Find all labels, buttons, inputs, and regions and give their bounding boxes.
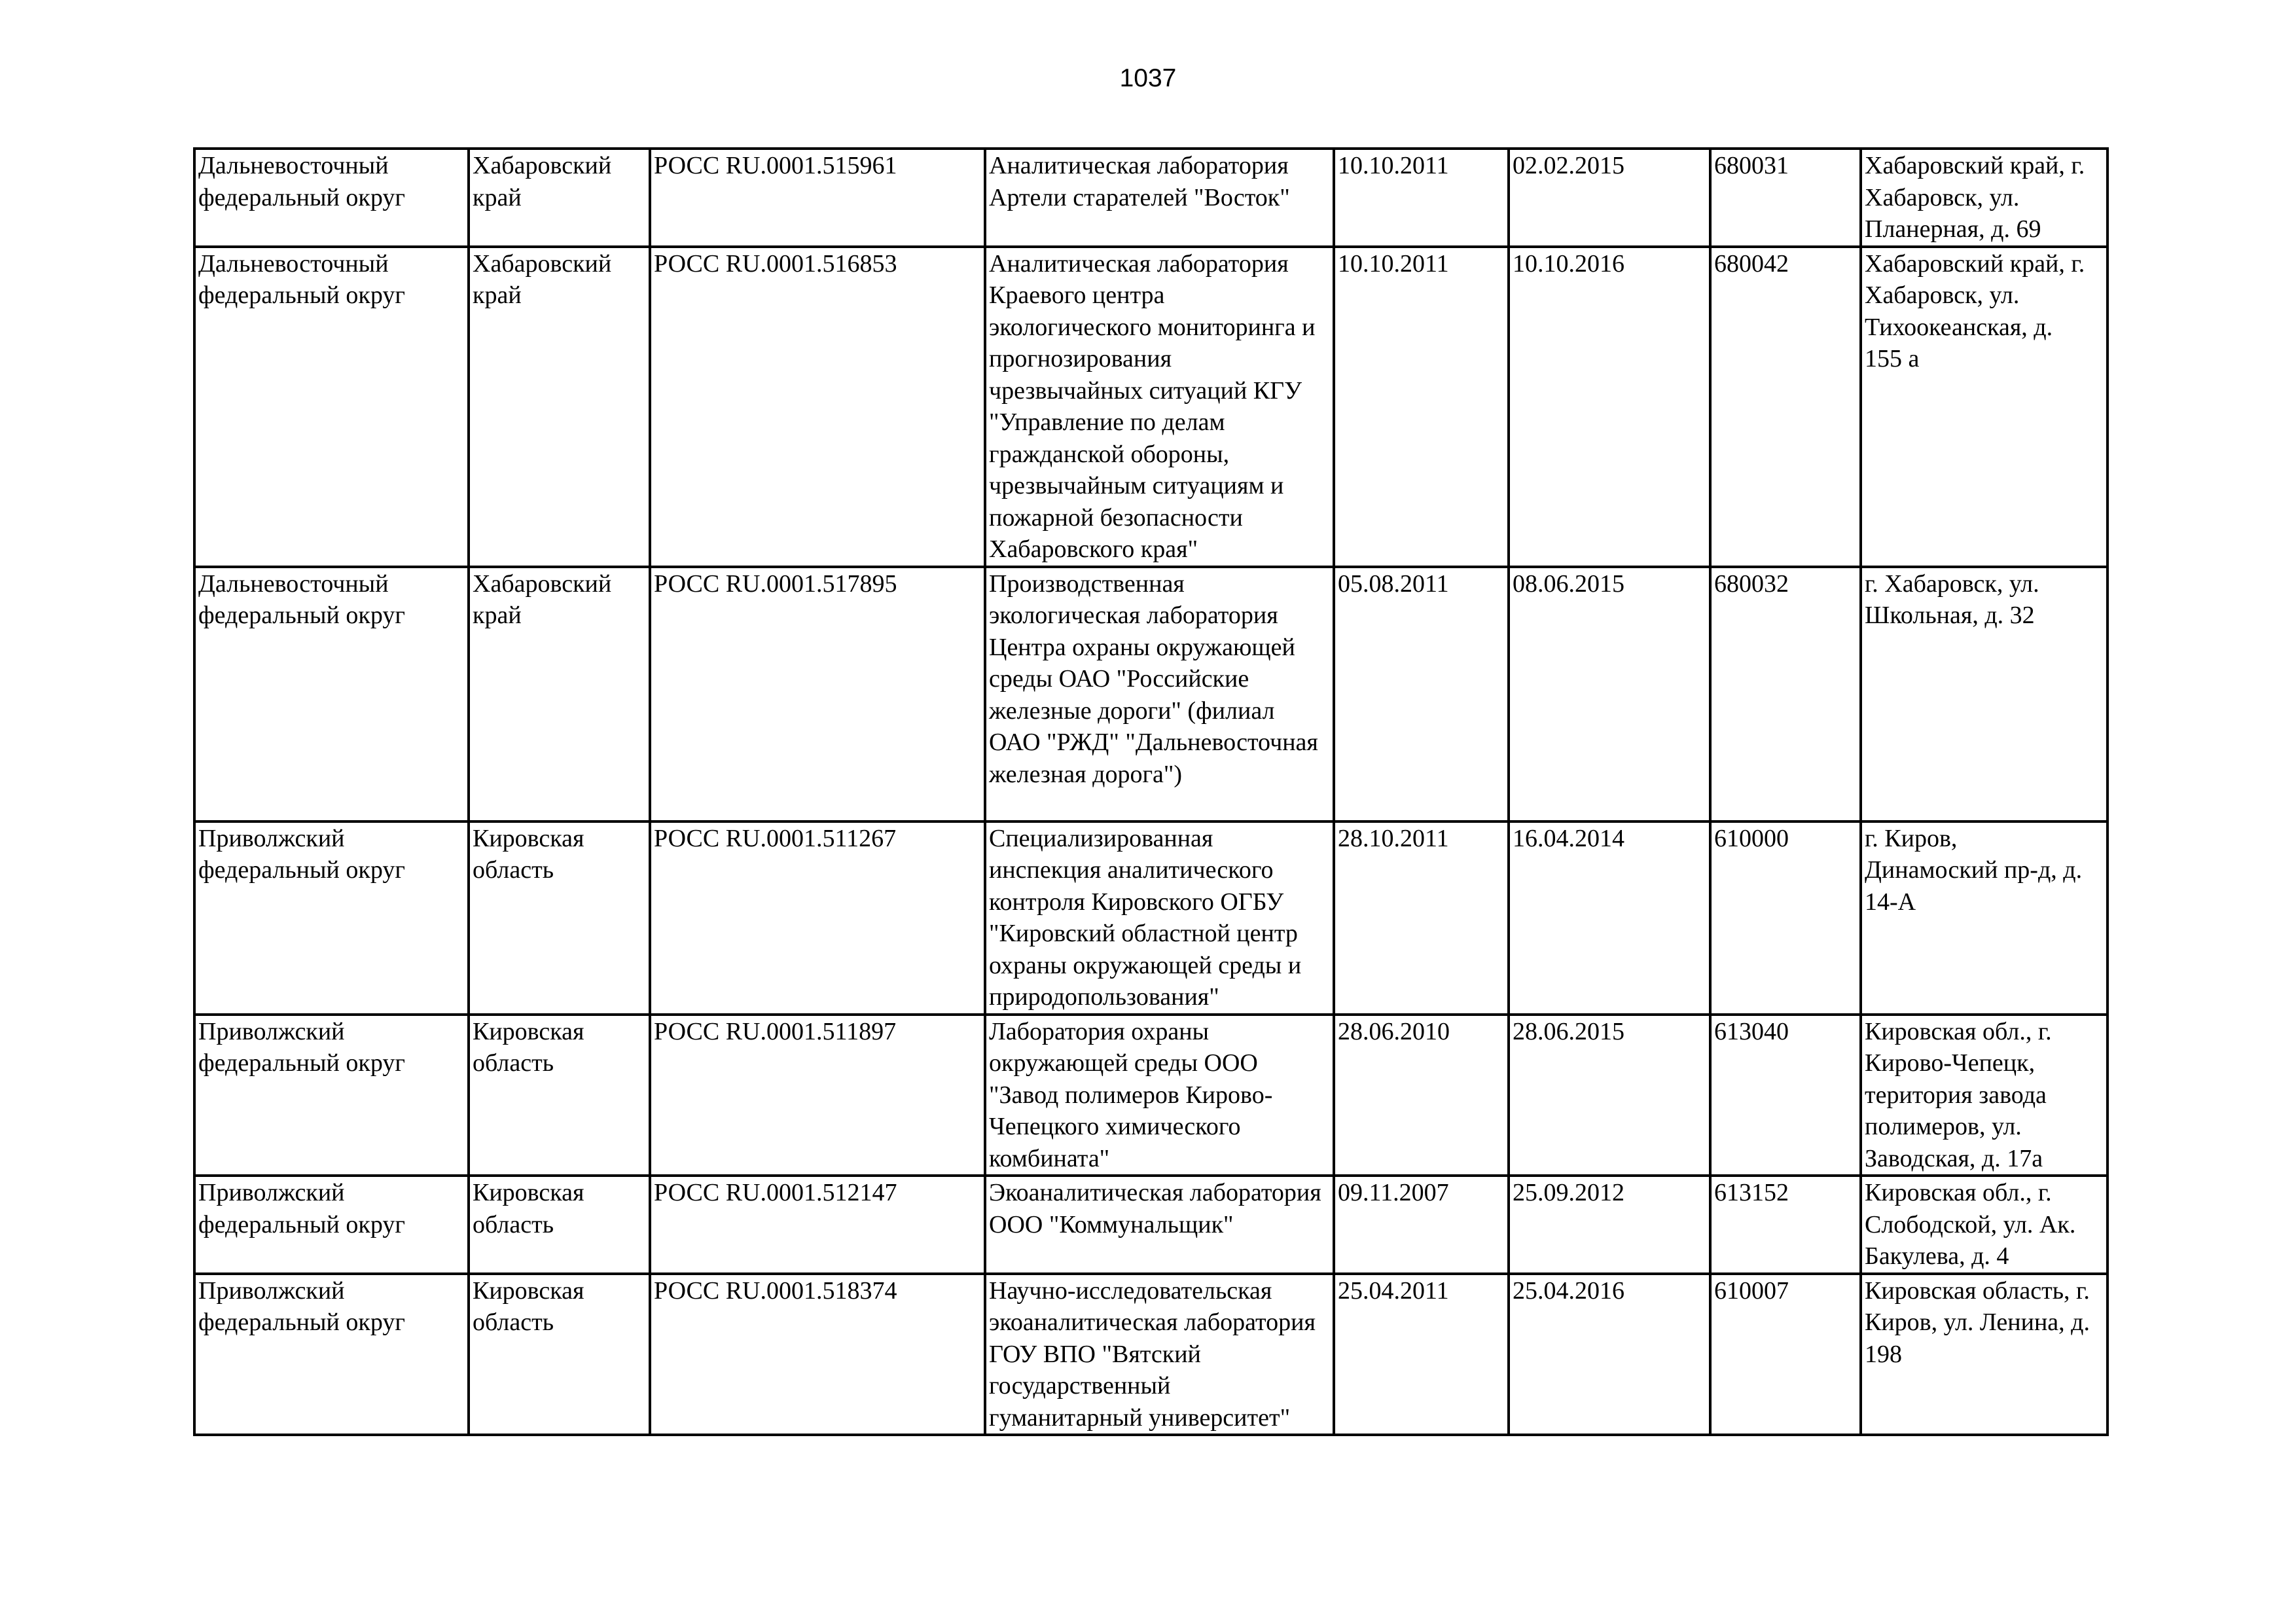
cell-valid-until: 25.04.2016 [1509, 1274, 1710, 1435]
table-row [194, 149, 2108, 247]
cell-address: г. Киров, Динамоский пр-д, д. 14-А [1861, 821, 2108, 1015]
cell-accreditation-number: РОСС RU.0001.517895 [650, 567, 985, 821]
cell-address: Кировская область, г. Киров, ул. Ленина, д. 198 [1861, 1274, 2108, 1435]
cell-district: Приволжский федеральный округ [194, 1015, 469, 1176]
cell-region: Кировская область [469, 821, 650, 1015]
cell-accreditation-number: РОСС RU.0001.512147 [650, 1176, 985, 1274]
cell-postal-code: 613152 [1710, 1176, 1861, 1274]
table-row [194, 1015, 2108, 1176]
cell-valid-until: 16.04.2014 [1509, 821, 1710, 1015]
cell-issue-date: 25.04.2011 [1334, 1274, 1509, 1435]
cell-district: Дальневосточный федеральный округ [194, 149, 469, 247]
cell-accreditation-number: РОСС RU.0001.511897 [650, 1015, 985, 1176]
cell-region: Кировская область [469, 1015, 650, 1176]
cell-valid-until: 10.10.2016 [1509, 247, 1710, 567]
cell-district: Приволжский федеральный округ [194, 821, 469, 1015]
cell-laboratory-name: Научно-исследовательская экоаналитическая лаборатория ГОУ ВПО "Вятский государственный гуманитарный университет" [985, 1274, 1334, 1435]
cell-postal-code: 610007 [1710, 1274, 1861, 1435]
table-row [194, 247, 2108, 567]
cell-postal-code: 610000 [1710, 821, 1861, 1015]
table-row [194, 821, 2108, 1015]
laboratory-registry-table [193, 147, 2109, 1436]
cell-address: Кировская обл., г. Слободской, ул. Ак. Бакулева, д. 4 [1861, 1176, 2108, 1274]
cell-accreditation-number: РОСС RU.0001.516853 [650, 247, 985, 567]
cell-district: Дальневосточный федеральный округ [194, 247, 469, 567]
cell-postal-code: 680031 [1710, 149, 1861, 247]
cell-valid-until: 02.02.2015 [1509, 149, 1710, 247]
cell-laboratory-name: Экоаналитическая лаборатория ООО "Коммунальщик" [985, 1176, 1334, 1274]
table-row [194, 1176, 2108, 1274]
cell-postal-code: 680032 [1710, 567, 1861, 821]
cell-region: Кировская область [469, 1274, 650, 1435]
cell-laboratory-name: Аналитическая лаборатория Артели старателей "Восток" [985, 149, 1334, 247]
cell-district: Приволжский федеральный округ [194, 1176, 469, 1274]
cell-district: Приволжский федеральный округ [194, 1274, 469, 1435]
cell-laboratory-name: Производственная экологическая лаборатория Центра охраны окружающей среды ОАО "Российские железные дороги" (филиал ОАО "РЖД" "Дальневосточная железная дорога") [985, 567, 1334, 821]
cell-valid-until: 08.06.2015 [1509, 567, 1710, 821]
cell-accreditation-number: РОСС RU.0001.515961 [650, 149, 985, 247]
cell-region: Кировская область [469, 1176, 650, 1274]
cell-region: Хабаровский край [469, 149, 650, 247]
table-row [194, 1274, 2108, 1435]
cell-region: Хабаровский край [469, 247, 650, 567]
cell-valid-until: 28.06.2015 [1509, 1015, 1710, 1176]
cell-issue-date: 05.08.2011 [1334, 567, 1509, 821]
cell-region: Хабаровский край [469, 567, 650, 821]
cell-postal-code: 680042 [1710, 247, 1861, 567]
cell-issue-date: 10.10.2011 [1334, 149, 1509, 247]
cell-accreditation-number: РОСС RU.0001.518374 [650, 1274, 985, 1435]
cell-address: г. Хабаровск, ул. Школьная, д. 32 [1861, 567, 2108, 821]
cell-district: Дальневосточный федеральный округ [194, 567, 469, 821]
cell-issue-date: 28.06.2010 [1334, 1015, 1509, 1176]
cell-laboratory-name: Специализированная инспекция аналитического контроля Кировского ОГБУ "Кировский областной центр охраны окружающей среды и природопользования" [985, 821, 1334, 1015]
page-number: 1037 [1119, 64, 1177, 92]
cell-accreditation-number: РОСС RU.0001.511267 [650, 821, 985, 1015]
table-row [194, 567, 2108, 821]
cell-valid-until: 25.09.2012 [1509, 1176, 1710, 1274]
cell-issue-date: 28.10.2011 [1334, 821, 1509, 1015]
cell-issue-date: 09.11.2007 [1334, 1176, 1509, 1274]
cell-address: Хабаровский край, г. Хабаровск, ул. Тихоокеанская, д. 155 а [1861, 247, 2108, 567]
cell-issue-date: 10.10.2011 [1334, 247, 1509, 567]
cell-laboratory-name: Аналитическая лаборатория Краевого центра экологического мониторинга и прогнозирования чрезвычайных ситуаций КГУ "Управление по делам гражданской обороны, чрезвычайным ситуациям и пожарной безопасности Хабаровского края" [985, 247, 1334, 567]
cell-address: Кировская обл., г. Кирово-Чепецк, територия завода полимеров, ул. Заводская, д. 17а [1861, 1015, 2108, 1176]
cell-address: Хабаровский край, г. Хабаровск, ул. Планерная, д. 69 [1861, 149, 2108, 247]
cell-postal-code: 613040 [1710, 1015, 1861, 1176]
cell-laboratory-name: Лаборатория охраны окружающей среды ООО "Завод полимеров Кирово- Чепецкого химического комбината" [985, 1015, 1334, 1176]
